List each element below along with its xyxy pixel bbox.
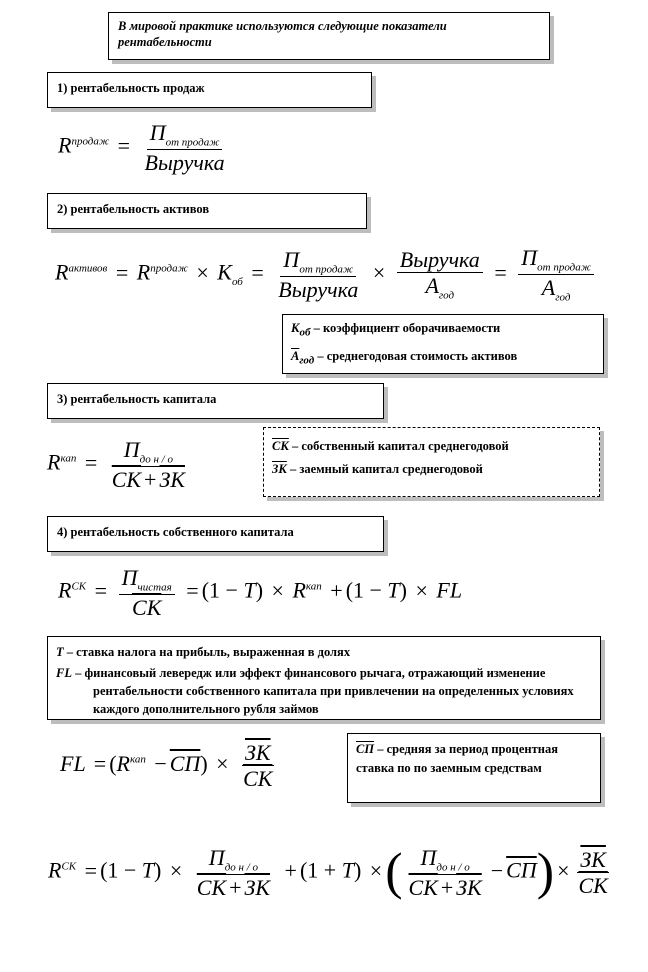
plus-sign: +	[440, 875, 454, 901]
formula-equity-expanded	[48, 845, 614, 900]
paren: )	[399, 577, 407, 603]
section-4-header	[47, 516, 384, 552]
equals-sign: =	[117, 132, 131, 158]
ck-superscript: CK	[61, 860, 77, 873]
note-term: СК	[272, 439, 289, 453]
tax-leverage-notes-box	[47, 636, 601, 720]
formula-equity-profitability	[58, 565, 462, 620]
denominator: СК	[132, 595, 162, 621]
equals-sign: =	[94, 577, 108, 603]
k-sub: об	[231, 275, 243, 288]
equals-sign: =	[251, 259, 264, 285]
sales-superscript: продаж	[71, 135, 110, 148]
r-symbol: R	[116, 750, 130, 776]
paren: )	[255, 577, 264, 603]
assets-superscript: активов	[68, 262, 108, 275]
paren: )	[154, 857, 162, 883]
k-symbol: K	[217, 259, 232, 285]
note-agod	[283, 346, 603, 374]
fl-symbol: FL	[60, 750, 86, 776]
note-text: – средняя за период процентная ставка по по заемным средствам	[356, 742, 558, 775]
numerator	[119, 565, 175, 595]
note-ck	[264, 428, 599, 459]
profit-symbol: П	[121, 565, 138, 590]
profit-sub: от продаж	[299, 263, 354, 276]
assets-symbol: А	[425, 273, 439, 299]
r-symbol: R	[48, 857, 62, 883]
t-symbol: T	[341, 857, 354, 883]
sp-symbol: СП	[169, 750, 201, 776]
section-4-title: 4) рентабельность собственного капитала	[57, 525, 294, 539]
note-term: Т	[56, 645, 64, 659]
equals-sign: =	[186, 577, 199, 603]
paren: (1 −	[345, 577, 388, 603]
t-symbol: T	[141, 857, 155, 883]
assets-sub: год	[555, 291, 571, 304]
denominator	[422, 273, 457, 302]
times-sign: ×	[415, 577, 428, 603]
note-sub: об	[299, 326, 311, 339]
denominator	[539, 275, 574, 304]
plus-sign: +	[284, 857, 297, 883]
equals-sign: =	[494, 259, 507, 285]
right-paren: )	[536, 843, 555, 901]
paren: (	[109, 750, 117, 776]
numerator	[518, 245, 594, 275]
fraction	[109, 437, 188, 492]
rate-notes-box	[347, 733, 601, 803]
numerator: ЗК	[242, 740, 274, 766]
times-sign: ×	[196, 259, 209, 285]
times-sign: ×	[369, 857, 383, 883]
note-t	[48, 637, 600, 664]
zk-symbol: ЗК	[456, 875, 482, 901]
intro-box	[108, 12, 550, 60]
formula-capital-profitability	[47, 437, 191, 492]
fraction	[575, 847, 610, 899]
capital-notes-box	[263, 427, 600, 497]
equals-sign: =	[84, 449, 98, 475]
fraction	[406, 845, 485, 900]
profit-sub: от продаж	[165, 136, 220, 149]
times-sign: ×	[169, 857, 183, 883]
paren: )	[200, 750, 208, 776]
paren: (1 −	[100, 857, 142, 883]
numerator	[280, 247, 356, 277]
t-symbol: T	[387, 577, 400, 603]
note-zk	[264, 459, 599, 482]
fraction	[518, 245, 594, 304]
ck-symbol: СК	[196, 875, 227, 901]
profit-symbol: П	[521, 245, 538, 270]
profit-sub: до н / о	[224, 861, 259, 874]
formula-assets-profitability	[55, 245, 597, 304]
numerator	[418, 845, 473, 875]
ck-symbol: СК	[111, 467, 142, 493]
section-2-header	[47, 193, 367, 229]
r-symbol: R	[55, 259, 69, 285]
note-text: – собственный капитал среднегодовой	[288, 439, 509, 453]
minus-sign: −	[490, 857, 504, 883]
zk-symbol: ЗК	[159, 467, 185, 493]
equals-sign: =	[115, 259, 129, 285]
note-kob	[283, 315, 603, 346]
note-text: – коэффициент оборачиваемости	[310, 321, 501, 335]
profit-symbol: П	[283, 246, 300, 272]
profit-sub: до н / о	[436, 861, 470, 874]
numerator	[206, 845, 261, 875]
sales-superscript: продаж	[150, 262, 188, 275]
note-text: – ставка налога на прибыль, выраженная в долях	[63, 645, 351, 659]
formula-sales-profitability	[58, 120, 231, 175]
plus-sign: +	[229, 875, 242, 901]
paren: (1 +	[299, 857, 342, 883]
profit-symbol: П	[420, 845, 437, 870]
r-symbol: R	[136, 259, 151, 285]
assets-symbol: А	[541, 275, 556, 301]
left-paren: (	[385, 843, 403, 901]
r-symbol: R	[292, 577, 306, 603]
note-term: СП	[356, 742, 375, 756]
turnover-notes-box	[282, 314, 604, 374]
note-sp	[348, 734, 600, 781]
plus-sign: +	[330, 577, 343, 603]
note-text: – финансовый левередж или эффект финансового рычага, отражающий изменение рентабельности собственного капитала при привлечении на определенных условиях каждого дополнительного рубля займов	[71, 666, 574, 716]
profit-sub: от продаж	[537, 261, 591, 274]
denominator	[194, 875, 273, 900]
profit-symbol: П	[149, 120, 166, 145]
note-text: – среднегодовая стоимость активов	[314, 348, 518, 363]
fraction	[240, 740, 275, 792]
numerator: ЗК	[577, 847, 609, 873]
section-1-header	[47, 72, 372, 108]
minus-sign: −	[154, 750, 167, 776]
fl-symbol: FL	[436, 577, 463, 603]
denominator: Выручка	[278, 276, 359, 302]
note-text: – заемный капитал среднегодовой	[286, 462, 483, 476]
paren: (1 −	[201, 577, 244, 603]
sp-symbol: СП	[506, 857, 537, 883]
note-term: К	[291, 321, 300, 335]
fraction	[142, 120, 228, 175]
numerator	[121, 437, 176, 467]
cap-superscript: кап	[129, 753, 146, 766]
paren: )	[353, 857, 362, 883]
denominator: СК	[578, 873, 608, 899]
profit-sub: до н / о	[139, 453, 173, 466]
times-sign: ×	[372, 259, 386, 285]
section-1-title: 1) рентабельность продаж	[57, 81, 205, 95]
intro-text: В мировой практике используются следующие показатели рентабельности	[118, 19, 447, 49]
denominator: Выручка	[144, 150, 225, 176]
zk-symbol: ЗК	[244, 875, 271, 901]
r-symbol: R	[58, 132, 72, 158]
r-symbol: R	[58, 577, 72, 603]
t-symbol: T	[243, 577, 256, 603]
fraction	[119, 565, 175, 620]
plus-sign: +	[144, 467, 157, 493]
ck-superscript: CK	[71, 580, 87, 593]
profit-symbol: П	[123, 437, 140, 462]
denominator	[109, 467, 188, 492]
note-fl	[48, 664, 600, 721]
fraction	[397, 247, 483, 302]
profit-symbol: П	[208, 845, 225, 870]
cap-superscript: кап	[60, 452, 77, 465]
fraction	[194, 845, 273, 900]
numerator	[147, 120, 223, 150]
times-sign: ×	[271, 577, 284, 603]
section-3-header	[47, 383, 384, 419]
r-symbol: R	[47, 449, 61, 475]
note-term: FL	[56, 666, 72, 680]
equals-sign: =	[93, 750, 107, 776]
profit-sub: чистая	[137, 581, 172, 594]
times-sign: ×	[216, 750, 229, 776]
cap-superscript: кап	[305, 580, 322, 593]
note-sub: год	[299, 354, 315, 366]
section-2-title: 2) рентабельность активов	[57, 202, 210, 216]
note-term: ЗК	[272, 462, 287, 476]
times-sign: ×	[557, 857, 570, 883]
denominator: СК	[243, 766, 273, 792]
note-term: А	[291, 348, 300, 363]
ck-symbol: СК	[408, 875, 438, 901]
assets-sub: год	[438, 289, 455, 302]
equals-sign: =	[84, 857, 98, 883]
denominator	[406, 875, 485, 900]
section-3-title: 3) рентабельность капитала	[57, 392, 217, 406]
formula-financial-leverage	[60, 740, 278, 792]
fraction	[275, 247, 361, 302]
numerator: Выручка	[397, 247, 483, 273]
